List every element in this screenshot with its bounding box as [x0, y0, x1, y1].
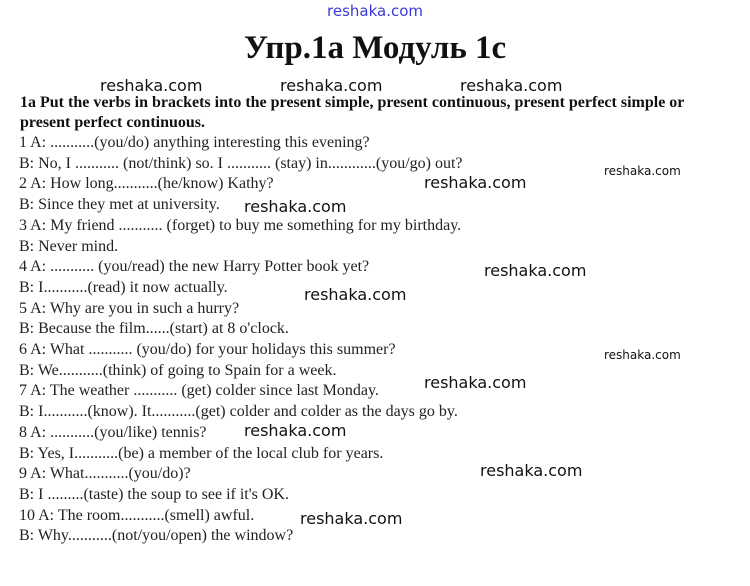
exercise-line: B: I...........(read) it now actually.	[19, 278, 228, 296]
exercise-line: 2 A: How long...........(he/know) Kathy?	[19, 175, 274, 193]
site-link[interactable]: reshaka.com	[327, 2, 423, 20]
watermark: reshaka.com	[424, 173, 527, 192]
exercise-line: B: Yes, I...........(be) a member of the local club for years.	[19, 444, 384, 462]
exercise-line: 5 A: Why are you in such a hurry?	[19, 299, 240, 317]
watermark: reshaka.com	[244, 197, 347, 216]
watermark: reshaka.com	[244, 421, 347, 440]
exercise-line: 6 A: What ........... (you/do) for your holidays this summer?	[19, 341, 396, 359]
watermark: reshaka.com	[484, 261, 587, 280]
exercise-line: 3 A: My friend ........... (forget) to buy me something for my birthday.	[19, 216, 462, 234]
exercise-line: B: We...........(think) of going to Spain for a week.	[19, 361, 337, 379]
exercise-line: B: Since they met at university.	[19, 196, 220, 214]
exercise-line: B: Why...........(not/you/open) the window?	[19, 527, 294, 545]
exercise-line: 8 A: ...........(you/like) tennis?	[19, 423, 207, 441]
exercise-line: B: Never mind.	[19, 237, 119, 255]
watermark: reshaka.com	[424, 373, 527, 392]
watermark: reshaka.com	[460, 76, 563, 95]
watermark: reshaka.com	[604, 164, 681, 178]
exercise-instruction: 1a Put the verbs in brackets into the present simple, present continuous, present perfect simple or present perfect continuous.	[20, 94, 685, 131]
watermark: reshaka.com	[304, 285, 407, 304]
exercise-line: B: No, I ........... (not/think) so. I ........... (stay) in............(you/go) out?	[19, 154, 463, 172]
exercise-line: B: Because the film......(start) at 8 o'clock.	[19, 320, 289, 338]
exercise-line: 4 A: ........... (you/read) the new Harry Potter book yet?	[19, 258, 370, 276]
exercise-line: 9 A: What...........(you/do)?	[19, 465, 191, 483]
exercise-lines	[19, 133, 463, 547]
watermark: reshaka.com	[300, 509, 403, 528]
watermark: reshaka.com	[604, 348, 681, 362]
watermark: reshaka.com	[280, 76, 383, 95]
page-title: Упр.1a Модуль 1с	[243, 30, 507, 66]
exercise-line: 10 A: The room...........(smell) awful.	[19, 506, 255, 524]
exercise-line: B: I...........(know). It...........(get) colder and colder as the days go by.	[19, 403, 458, 421]
exercise-line: B: I .........(taste) the soup to see if it's OK.	[19, 485, 289, 503]
watermark: reshaka.com	[480, 461, 583, 480]
exercise-line: 7 A: The weather ........... (get) colder since last Monday.	[19, 382, 379, 400]
watermark: reshaka.com	[100, 76, 203, 95]
exercise-line: 1 A: ...........(you/do) anything interesting this evening?	[19, 134, 370, 151]
